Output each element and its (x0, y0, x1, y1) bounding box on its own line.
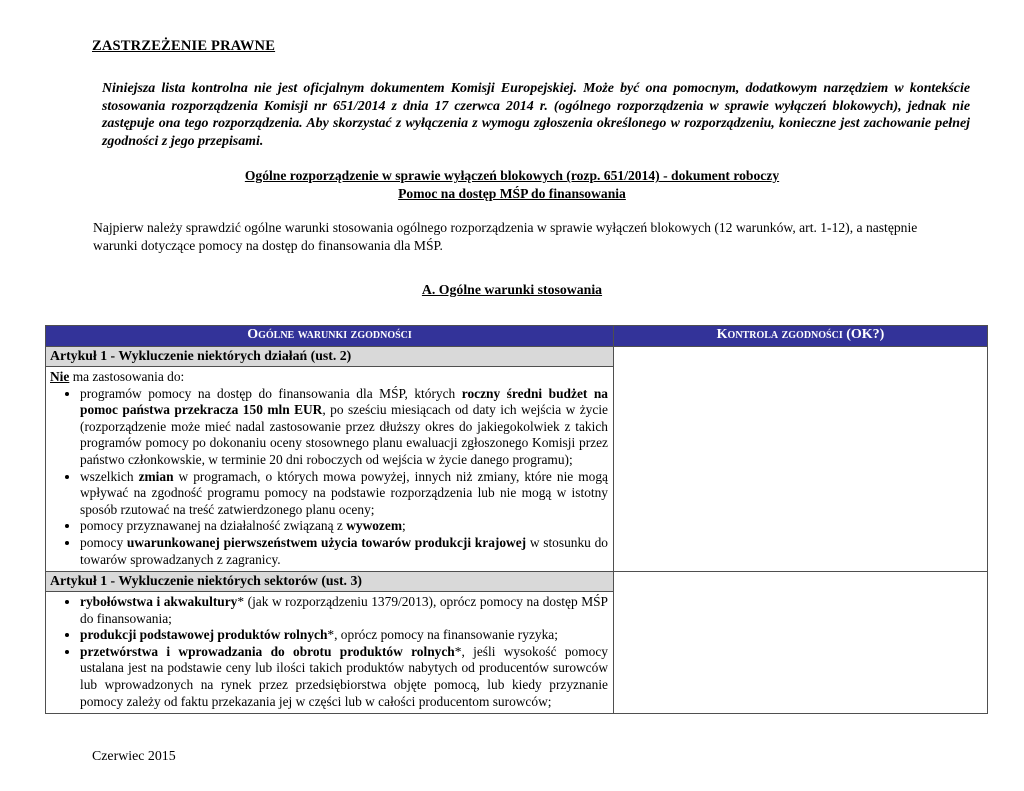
bullet-list (50, 594, 608, 710)
bullet-item (80, 535, 608, 568)
compliance-table-body (46, 346, 988, 713)
section-heading: A. Ogólne warunki stosowania (421, 281, 603, 297)
page-footer-date: Czerwiec 2015 (92, 749, 176, 765)
text-segment: roczny średni budżet na pomoc państwa przekracza 150 mln EUR (80, 385, 608, 418)
text-segment: , po sześciu miesiącach od daty ich wejścia w życie (rozporządzenie może mieć nadal zastosowanie przez dłuższy okres do jakiegokolwiek z takich programów pomocy po dokonaniu oceny stosownego planu ewaluacji zgłoszonego Komisji przez państwo członkowskie, w terminie 20 dni roboczych od wejścia w życie danego programu); (80, 402, 608, 467)
article-header-cell: Artykuł 1 - Wykluczenie niektórych sektorów (ust. 3) (46, 572, 614, 592)
compliance-check-cell (614, 572, 988, 714)
bullet-item (80, 644, 608, 710)
text-segment: wszelkich (80, 468, 139, 484)
compliance-table (45, 325, 988, 714)
document-headings (40, 167, 984, 203)
text-segment: pomocy przyznawanej na działalność związaną z (80, 518, 347, 534)
bullet-item (80, 469, 608, 519)
text-segment: zmian (138, 468, 174, 484)
text-segment: ; (401, 518, 406, 534)
text-segment: produkcji podstawowej produktów rolnych (80, 627, 328, 643)
disclaimer-body: Niniejsza lista kontrolna nie jest oficjalnym dokumentem Komisji Europejskiej. Może być ona pomocnym, dodatkowym narzędziem w kontekście stosowania rozporządzenia Komisji nr 651/2014 z dnia 17 czerwca 2014 r. (ogólnego rozporządzenia w sprawie wyłączeń blokowych), jednak nie zastępuje ona tego rozporządzenia. Aby skorzystać z wyłączenia z wymogu zgłoszenia określonego w rozporządzeniu, konieczne jest zachowanie pełnej zgodności z jego przepisami. (102, 81, 970, 149)
bullet-item (80, 386, 608, 469)
text-segment: w programach, o których mowa powyżej, innych niż zmiany, które nie mogą wpływać na zgodność programu pomocy na podstawie rozporządzenia lub nie mogą w istotny sposób rzutować na treść zatwierdzonego planu oceny; (80, 468, 608, 517)
bullet-item (80, 594, 608, 627)
text-segment: w stosunku do towarów sprowadzanych z zagranicy. (80, 534, 608, 567)
heading-regulation: Ogólne rozporządzenie w sprawie wyłączeń blokowych (rozp. 651/2014) - dokument roboczy (244, 168, 780, 184)
heading-sme-access: Pomoc na dostęp MŚP do finansowania (398, 186, 626, 202)
text-segment: przetwórstwa i wprowadzania do obrotu produktów rolnych (80, 643, 455, 659)
text-segment: programów pomocy na dostęp do finansowania dla MŚP, których (80, 385, 462, 401)
bullet-list (50, 386, 608, 569)
text-segment: ma zastosowania do: (69, 368, 185, 384)
content-intro (50, 369, 608, 386)
text-segment: pomocy (80, 534, 127, 550)
article-content-cell (46, 592, 614, 714)
text-segment: rybołówstwa i akwakultury (80, 594, 238, 610)
text-segment: Nie (50, 368, 70, 384)
column-header-general-conditions: Ogólne warunki zgodności (46, 325, 614, 346)
article-row (46, 572, 988, 592)
column-header-compliance-check: Kontrola zgodności (OK?) (614, 325, 988, 346)
table-header-row (46, 325, 988, 346)
text-segment: *, jeśli wysokość pomocy ustalana jest na podstawie ceny lub ilości takich produktów nabytych od producentów surowców lub wprowadzonych na rynek przez przedsiębiorstwa objęte pomocą, lub kiedy przyznanie pomocy zależy od faktu przekazania jej w części lub w całości producentom surowców; (80, 643, 608, 709)
article-header-cell: Artykuł 1 - Wykluczenie niektórych działań (ust. 2) (46, 346, 614, 366)
intro-paragraph: Najpierw należy sprawdzić ogólne warunki stosowania ogólnego rozporządzenia w sprawie wyłączeń blokowych (12 warunków, art. 1-12), a następnie warunki dotyczące pomocy na dostęp do finansowania dla MŚP. (93, 220, 918, 254)
text-segment: uwarunkowanej pierwszeństwem użycia towarów produkcji krajowej (126, 534, 527, 550)
bullet-item (80, 518, 608, 535)
bullet-item (80, 627, 608, 644)
article-content-cell (46, 366, 614, 571)
article-row (46, 346, 988, 366)
compliance-check-cell (614, 346, 988, 571)
text-segment: *, oprócz pomocy na finansowanie ryzyka; (327, 627, 558, 643)
text-segment: * (jak w rozporządzeniu 1379/2013), oprócz pomocy na dostęp MŚP do finansowania; (80, 594, 608, 626)
text-segment: wywozem (346, 518, 402, 534)
disclaimer-title: ZASTRZEŻENIE PRAWNE (92, 38, 276, 54)
